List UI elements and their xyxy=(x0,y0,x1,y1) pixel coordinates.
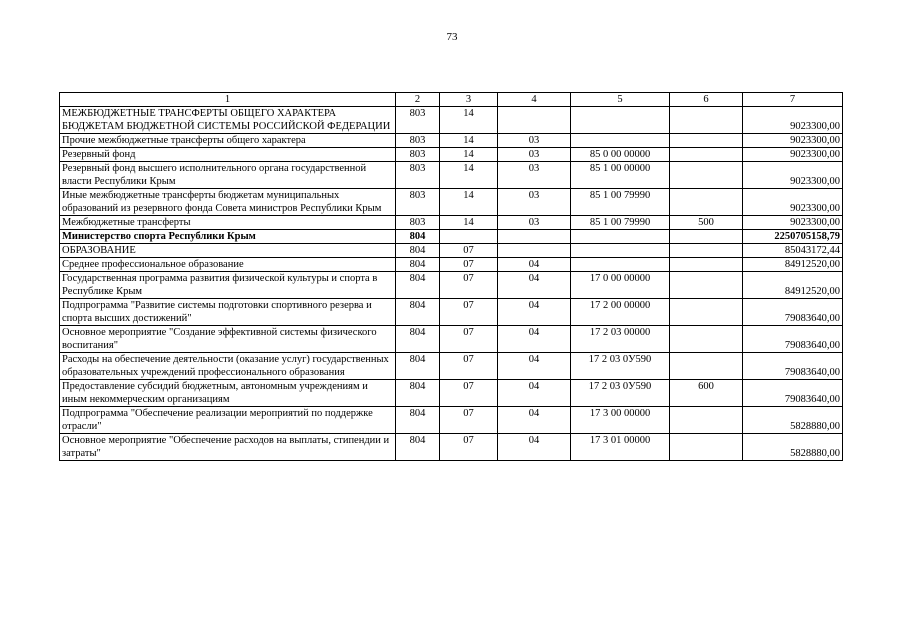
admin-code-cell: 804 xyxy=(396,407,440,434)
admin-code-cell: 804 xyxy=(396,299,440,326)
row-name-cell: Подпрограмма "Обеспечение реализации мероприятий по поддержке отрасли" xyxy=(60,407,396,434)
amount-cell: 5828880,00 xyxy=(743,407,843,434)
amount-cell: 9023300,00 xyxy=(743,162,843,189)
table-row xyxy=(60,216,843,230)
amount-cell: 9023300,00 xyxy=(743,107,843,134)
subsection-cell: 04 xyxy=(498,434,571,461)
table-row xyxy=(60,299,843,326)
expense-type-cell xyxy=(670,162,743,189)
row-name-cell: Прочие межбюджетные трансферты общего характера xyxy=(60,134,396,148)
target-article-cell xyxy=(571,258,670,272)
amount-cell: 79083640,00 xyxy=(743,299,843,326)
expense-type-cell: 500 xyxy=(670,216,743,230)
row-name-cell: ОБРАЗОВАНИЕ xyxy=(60,244,396,258)
section-cell: 14 xyxy=(440,148,498,162)
budget-table xyxy=(59,92,843,461)
amount-cell: 85043172,44 xyxy=(743,244,843,258)
table-header-row xyxy=(60,93,843,107)
header-cell: 5 xyxy=(571,93,670,107)
subsection-cell: 04 xyxy=(498,407,571,434)
subsection-cell xyxy=(498,107,571,134)
target-article-cell xyxy=(571,230,670,244)
section-cell: 07 xyxy=(440,407,498,434)
subsection-cell: 03 xyxy=(498,162,571,189)
amount-cell: 79083640,00 xyxy=(743,380,843,407)
header-cell: 6 xyxy=(670,93,743,107)
table-row xyxy=(60,148,843,162)
admin-code-cell: 803 xyxy=(396,216,440,230)
row-name-cell: Министерство спорта Республики Крым xyxy=(60,230,396,244)
section-cell: 07 xyxy=(440,258,498,272)
table-row xyxy=(60,434,843,461)
header-cell: 4 xyxy=(498,93,571,107)
expense-type-cell xyxy=(670,230,743,244)
row-name-cell: Государственная программа развития физической культуры и спорта в Республике Крым xyxy=(60,272,396,299)
admin-code-cell: 803 xyxy=(396,107,440,134)
section-cell: 14 xyxy=(440,216,498,230)
table-row xyxy=(60,407,843,434)
target-article-cell: 17 3 01 00000 xyxy=(571,434,670,461)
subsection-cell: 04 xyxy=(498,353,571,380)
expense-type-cell xyxy=(670,353,743,380)
row-name-cell: Основное мероприятие "Создание эффективной системы физического воспитания" xyxy=(60,326,396,353)
target-article-cell: 17 3 00 00000 xyxy=(571,407,670,434)
table-row xyxy=(60,162,843,189)
expense-type-cell xyxy=(670,107,743,134)
row-name-cell: Межбюджетные трансферты xyxy=(60,216,396,230)
amount-cell: 9023300,00 xyxy=(743,216,843,230)
admin-code-cell: 803 xyxy=(396,189,440,216)
amount-cell: 84912520,00 xyxy=(743,272,843,299)
amount-cell: 9023300,00 xyxy=(743,134,843,148)
target-article-cell: 85 1 00 79990 xyxy=(571,216,670,230)
header-cell: 7 xyxy=(743,93,843,107)
subsection-cell: 03 xyxy=(498,134,571,148)
subsection-cell: 03 xyxy=(498,216,571,230)
table-row xyxy=(60,272,843,299)
amount-cell: 2250705158,79 xyxy=(743,230,843,244)
table-row xyxy=(60,244,843,258)
subsection-cell: 04 xyxy=(498,380,571,407)
section-cell: 07 xyxy=(440,380,498,407)
admin-code-cell: 804 xyxy=(396,258,440,272)
row-name-cell: Предоставление субсидий бюджетным, автономным учреждениям и иным некоммерческим организациям xyxy=(60,380,396,407)
section-cell: 07 xyxy=(440,244,498,258)
subsection-cell: 03 xyxy=(498,148,571,162)
expense-type-cell xyxy=(670,189,743,216)
header-cell: 3 xyxy=(440,93,498,107)
row-name-cell: Подпрограмма "Развитие системы подготовки спортивного резерва и спорта высших достижений" xyxy=(60,299,396,326)
admin-code-cell: 804 xyxy=(396,353,440,380)
admin-code-cell: 803 xyxy=(396,134,440,148)
target-article-cell: 17 2 03 0У590 xyxy=(571,380,670,407)
table-row xyxy=(60,258,843,272)
section-cell: 07 xyxy=(440,272,498,299)
table-row xyxy=(60,380,843,407)
section-cell: 07 xyxy=(440,326,498,353)
amount-cell: 9023300,00 xyxy=(743,189,843,216)
subsection-cell xyxy=(498,230,571,244)
header-cell: 1 xyxy=(60,93,396,107)
table-row xyxy=(60,107,843,134)
expense-type-cell xyxy=(670,244,743,258)
expense-type-cell xyxy=(670,434,743,461)
page-number: 73 xyxy=(446,31,458,43)
amount-cell: 9023300,00 xyxy=(743,148,843,162)
section-cell: 14 xyxy=(440,189,498,216)
expense-type-cell xyxy=(670,326,743,353)
admin-code-cell: 804 xyxy=(396,272,440,299)
target-article-cell: 17 2 03 00000 xyxy=(571,326,670,353)
target-article-cell: 85 1 00 00000 xyxy=(571,162,670,189)
admin-code-cell: 803 xyxy=(396,148,440,162)
row-name-cell: Основное мероприятие "Обеспечение расходов на выплаты, стипендии и затраты" xyxy=(60,434,396,461)
subsection-cell xyxy=(498,244,571,258)
table-row xyxy=(60,134,843,148)
amount-cell: 5828880,00 xyxy=(743,434,843,461)
target-article-cell: 17 2 03 0У590 xyxy=(571,353,670,380)
row-name-cell: Резервный фонд высшего исполнительного органа государственной власти Республики Крым xyxy=(60,162,396,189)
table-row xyxy=(60,353,843,380)
target-article-cell: 17 2 00 00000 xyxy=(571,299,670,326)
table-row xyxy=(60,189,843,216)
target-article-cell xyxy=(571,107,670,134)
expense-type-cell xyxy=(670,299,743,326)
target-article-cell: 17 0 00 00000 xyxy=(571,272,670,299)
expense-type-cell xyxy=(670,148,743,162)
admin-code-cell: 804 xyxy=(396,244,440,258)
subsection-cell: 04 xyxy=(498,299,571,326)
admin-code-cell: 804 xyxy=(396,230,440,244)
row-name-cell: Иные межбюджетные трансферты бюджетам муниципальных образований из резервного фонда Совета министров Республики Крым xyxy=(60,189,396,216)
section-cell: 14 xyxy=(440,107,498,134)
subsection-cell: 04 xyxy=(498,258,571,272)
expense-type-cell xyxy=(670,134,743,148)
row-name-cell: Расходы на обеспечение деятельности (оказание услуг) государственных образовательных учреждений профессионального образования xyxy=(60,353,396,380)
admin-code-cell: 804 xyxy=(396,380,440,407)
target-article-cell: 85 1 00 79990 xyxy=(571,189,670,216)
amount-cell: 79083640,00 xyxy=(743,353,843,380)
section-cell: 07 xyxy=(440,299,498,326)
subsection-cell: 03 xyxy=(498,189,571,216)
subsection-cell: 04 xyxy=(498,326,571,353)
header-cell: 2 xyxy=(396,93,440,107)
expense-type-cell xyxy=(670,407,743,434)
section-cell xyxy=(440,230,498,244)
table-row xyxy=(60,230,843,244)
expense-type-cell xyxy=(670,258,743,272)
target-article-cell: 85 0 00 00000 xyxy=(571,148,670,162)
section-cell: 14 xyxy=(440,162,498,189)
expense-type-cell: 600 xyxy=(670,380,743,407)
expense-type-cell xyxy=(670,272,743,299)
subsection-cell: 04 xyxy=(498,272,571,299)
admin-code-cell: 803 xyxy=(396,162,440,189)
row-name-cell: Среднее профессиональное образование xyxy=(60,258,396,272)
section-cell: 07 xyxy=(440,353,498,380)
table-row xyxy=(60,326,843,353)
section-cell: 07 xyxy=(440,434,498,461)
admin-code-cell: 804 xyxy=(396,326,440,353)
target-article-cell xyxy=(571,134,670,148)
row-name-cell: Резервный фонд xyxy=(60,148,396,162)
target-article-cell xyxy=(571,244,670,258)
row-name-cell: МЕЖБЮДЖЕТНЫЕ ТРАНСФЕРТЫ ОБЩЕГО ХАРАКТЕРА БЮДЖЕТАМ БЮДЖЕТНОЙ СИСТЕМЫ РОССИЙСКОЙ ФЕДЕРАЦИИ xyxy=(60,107,396,134)
section-cell: 14 xyxy=(440,134,498,148)
admin-code-cell: 804 xyxy=(396,434,440,461)
amount-cell: 79083640,00 xyxy=(743,326,843,353)
amount-cell: 84912520,00 xyxy=(743,258,843,272)
